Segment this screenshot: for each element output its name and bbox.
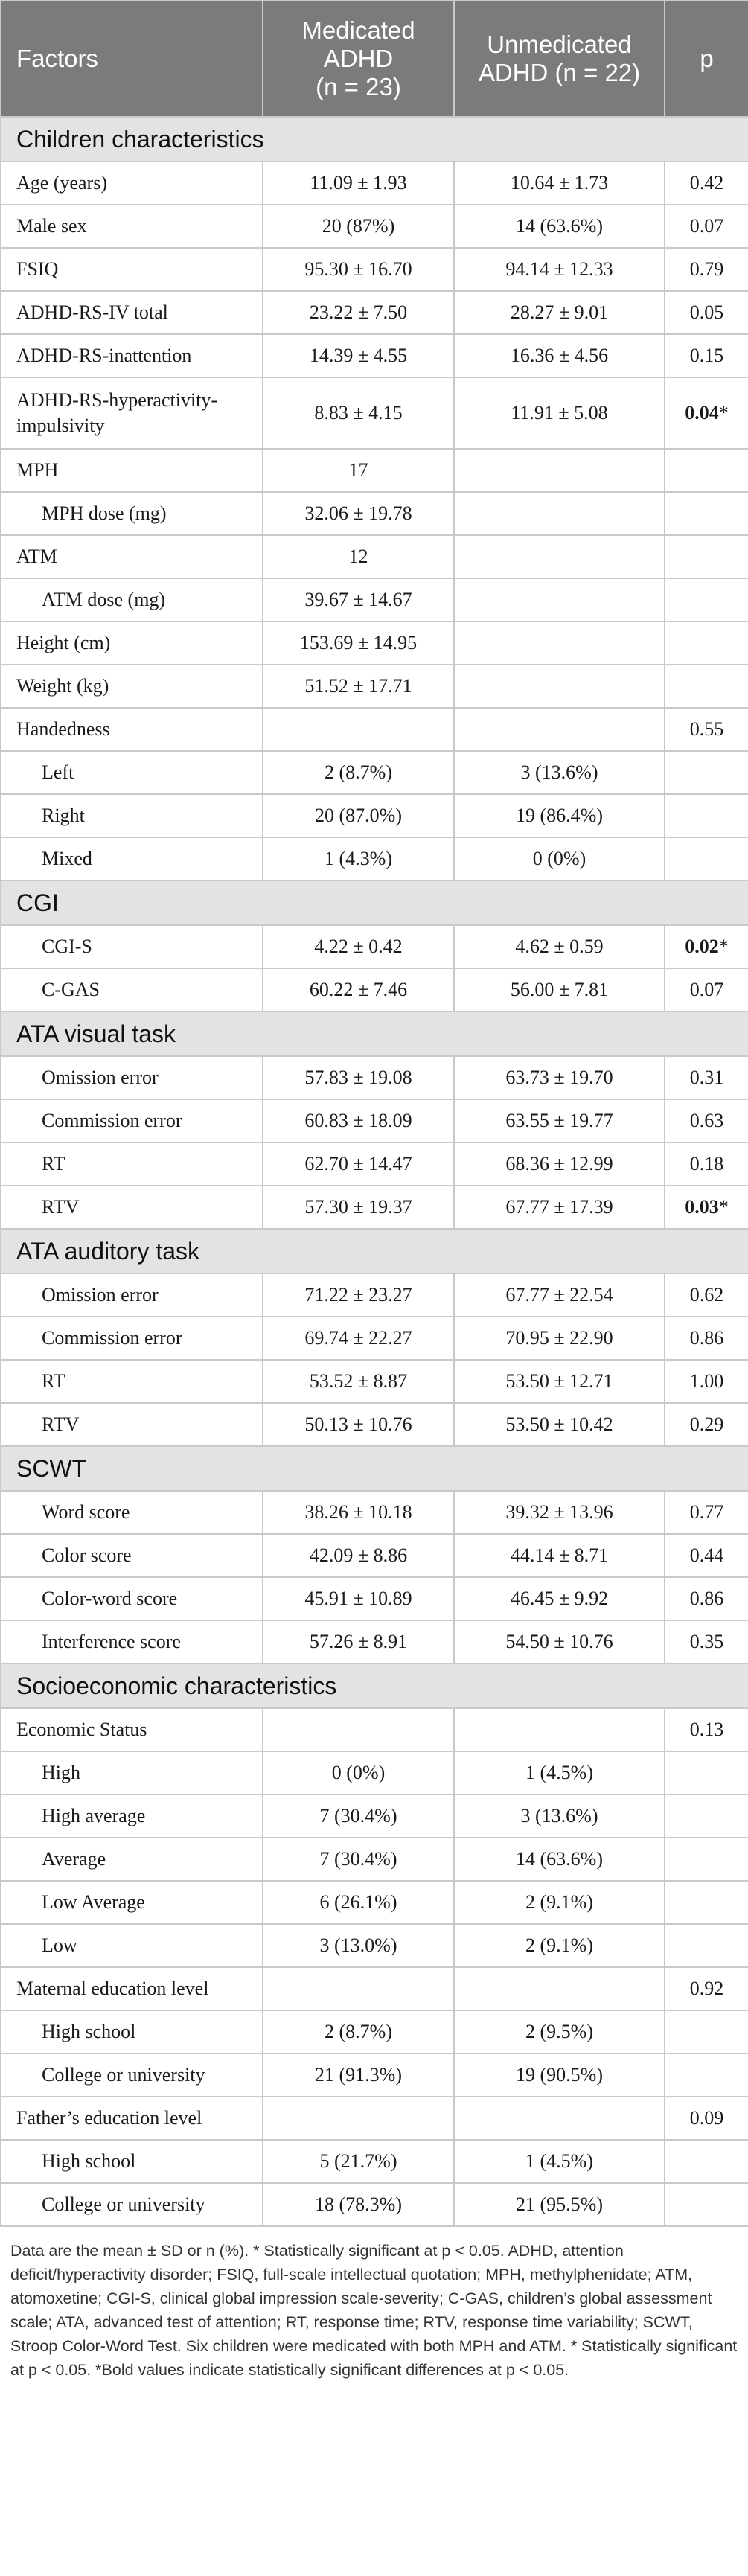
unmedicated-value: 94.14 ± 12.33 (454, 248, 665, 291)
unmedicated-value: 63.55 ± 19.77 (454, 1099, 665, 1142)
unmedicated-value: 10.64 ± 1.73 (454, 162, 665, 205)
p-value-cell: 0.31 (665, 1056, 748, 1099)
p-value-cell: 0.77 (665, 1491, 748, 1534)
factor-label: ATM dose (mg) (1, 578, 263, 621)
unmedicated-value: 3 (13.6%) (454, 1794, 665, 1838)
factor-label: Father’s education level (1, 2097, 263, 2140)
unmedicated-value: 67.77 ± 17.39 (454, 1186, 665, 1229)
p-value-cell: 0.18 (665, 1142, 748, 1186)
medicated-value: 38.26 ± 10.18 (263, 1491, 454, 1534)
p-value-cell: 0.13 (665, 1708, 748, 1751)
factor-label: Word score (1, 1491, 263, 1534)
p-value-significant: 0.03 (685, 1196, 719, 1218)
medicated-value (263, 1708, 454, 1751)
table-row (1, 1403, 748, 1446)
factor-label: CGI-S (1, 925, 263, 968)
p-value-cell: 0.07 (665, 968, 748, 1011)
unmedicated-value (454, 621, 665, 665)
table-body (1, 117, 748, 2226)
factor-label: Male sex (1, 205, 263, 248)
factor-label: Handedness (1, 708, 263, 751)
section-header-row (1, 1229, 748, 1273)
factor-label: Economic Status (1, 1708, 263, 1751)
medicated-value: 4.22 ± 0.42 (263, 925, 454, 968)
unmedicated-value: 44.14 ± 8.71 (454, 1534, 665, 1577)
table-row (1, 751, 748, 794)
table-row (1, 578, 748, 621)
unmedicated-value: 39.32 ± 13.96 (454, 1491, 665, 1534)
unmedicated-value: 3 (13.6%) (454, 751, 665, 794)
p-value-cell: 0.92 (665, 1967, 748, 2010)
p-value-cell: 1.00 (665, 1360, 748, 1403)
table-row (1, 2010, 748, 2054)
factor-label: Color score (1, 1534, 263, 1577)
section-header-row (1, 117, 748, 162)
unmedicated-value (454, 1708, 665, 1751)
unmedicated-value: 53.50 ± 12.71 (454, 1360, 665, 1403)
section-header-row (1, 880, 748, 925)
unmedicated-value: 14 (63.6%) (454, 205, 665, 248)
table-row (1, 925, 748, 968)
factor-label: Commission error (1, 1099, 263, 1142)
medicated-value: 1 (4.3%) (263, 837, 454, 880)
factor-label: ADHD-RS-IV total (1, 291, 263, 334)
table-row (1, 2054, 748, 2097)
p-value-cell (665, 621, 748, 665)
unmedicated-value (454, 708, 665, 751)
section-title: ATA auditory task (1, 1229, 748, 1273)
medicated-value: 12 (263, 535, 454, 578)
section-title: SCWT (1, 1446, 748, 1491)
p-value-cell (665, 1881, 748, 1924)
table-row (1, 1142, 748, 1186)
significance-asterisk: * (718, 936, 729, 957)
factor-label: Interference score (1, 1620, 263, 1663)
p-value-cell (665, 1794, 748, 1838)
p-value-cell (665, 377, 748, 449)
table-row (1, 1577, 748, 1620)
unmedicated-value (454, 665, 665, 708)
p-value-cell (665, 925, 748, 968)
table-header (1, 1, 748, 117)
unmedicated-value (454, 578, 665, 621)
factor-label: High average (1, 1794, 263, 1838)
unmedicated-value: 2 (9.1%) (454, 1924, 665, 1967)
unmedicated-value: 11.91 ± 5.08 (454, 377, 665, 449)
medicated-value: 2 (8.7%) (263, 2010, 454, 2054)
factor-label: College or university (1, 2054, 263, 2097)
table-row (1, 291, 748, 334)
table-row (1, 1751, 748, 1794)
unmedicated-value: 21 (95.5%) (454, 2183, 665, 2226)
unmedicated-value: 56.00 ± 7.81 (454, 968, 665, 1011)
section-title: Socioeconomic characteristics (1, 1663, 748, 1708)
unmedicated-value: 2 (9.1%) (454, 1881, 665, 1924)
header-unmedicated-line-2: ADHD (n = 22) (478, 59, 641, 86)
table-row (1, 968, 748, 1011)
factor-label: FSIQ (1, 248, 263, 291)
p-value-cell: 0.79 (665, 248, 748, 291)
medicated-value: 69.74 ± 22.27 (263, 1317, 454, 1360)
unmedicated-value: 70.95 ± 22.90 (454, 1317, 665, 1360)
header-unmedicated (454, 1, 665, 117)
medicated-value: 23.22 ± 7.50 (263, 291, 454, 334)
unmedicated-value: 63.73 ± 19.70 (454, 1056, 665, 1099)
factor-label: Omission error (1, 1273, 263, 1317)
p-value-significant: 0.02 (685, 936, 719, 957)
factor-label: MPH (1, 449, 263, 492)
p-value-cell (665, 1751, 748, 1794)
medicated-value: 8.83 ± 4.15 (263, 377, 454, 449)
table-row (1, 1534, 748, 1577)
medicated-value: 39.67 ± 14.67 (263, 578, 454, 621)
medicated-value: 45.91 ± 10.89 (263, 1577, 454, 1620)
table-row (1, 1708, 748, 1751)
table-row (1, 205, 748, 248)
table-row (1, 334, 748, 377)
medicated-value: 53.52 ± 8.87 (263, 1360, 454, 1403)
medicated-value: 5 (21.7%) (263, 2140, 454, 2183)
factor-label: Height (cm) (1, 621, 263, 665)
factor-label: ADHD-RS-inattention (1, 334, 263, 377)
table-row (1, 1360, 748, 1403)
factor-label: Left (1, 751, 263, 794)
factor-label: ATM (1, 535, 263, 578)
medicated-value: 153.69 ± 14.95 (263, 621, 454, 665)
p-value-cell: 0.15 (665, 334, 748, 377)
p-value-cell: 0.86 (665, 1577, 748, 1620)
table-row (1, 837, 748, 880)
factor-label: ADHD-RS-hyperactivity-impulsivity (1, 377, 263, 449)
medicated-value: 60.83 ± 18.09 (263, 1099, 454, 1142)
factor-label: RTV (1, 1403, 263, 1446)
unmedicated-value: 19 (90.5%) (454, 2054, 665, 2097)
table-row (1, 2183, 748, 2226)
p-value-cell (665, 751, 748, 794)
table-row (1, 248, 748, 291)
medicated-value: 51.52 ± 17.71 (263, 665, 454, 708)
table-row (1, 708, 748, 751)
factor-label: College or university (1, 2183, 263, 2226)
factor-label: Age (years) (1, 162, 263, 205)
section-title: CGI (1, 880, 748, 925)
p-value-cell: 0.62 (665, 1273, 748, 1317)
header-medicated-line-2: ADHD (323, 45, 394, 72)
factor-label: Low (1, 1924, 263, 1967)
factor-label: Weight (kg) (1, 665, 263, 708)
factor-label: High school (1, 2140, 263, 2183)
unmedicated-value (454, 449, 665, 492)
unmedicated-value (454, 535, 665, 578)
table-row (1, 449, 748, 492)
table-row (1, 1838, 748, 1881)
section-title: ATA visual task (1, 1011, 748, 1056)
medicated-value: 32.06 ± 19.78 (263, 492, 454, 535)
medicated-value: 62.70 ± 14.47 (263, 1142, 454, 1186)
factor-label: RTV (1, 1186, 263, 1229)
unmedicated-value (454, 2097, 665, 2140)
section-title: Children characteristics (1, 117, 748, 162)
p-value-cell (665, 449, 748, 492)
unmedicated-value: 28.27 ± 9.01 (454, 291, 665, 334)
p-value-cell (665, 492, 748, 535)
factor-label: Commission error (1, 1317, 263, 1360)
p-value-cell (665, 578, 748, 621)
p-value-cell (665, 2054, 748, 2097)
section-header-row (1, 1663, 748, 1708)
table-row (1, 492, 748, 535)
medicated-value: 57.83 ± 19.08 (263, 1056, 454, 1099)
p-value-cell (665, 1924, 748, 1967)
table-row (1, 621, 748, 665)
factor-label: RT (1, 1142, 263, 1186)
significance-asterisk: * (718, 1196, 729, 1218)
unmedicated-value (454, 492, 665, 535)
unmedicated-value (454, 1967, 665, 2010)
section-header-row (1, 1011, 748, 1056)
p-value-cell: 0.35 (665, 1620, 748, 1663)
medicated-value: 17 (263, 449, 454, 492)
table-row (1, 1186, 748, 1229)
medicated-value: 0 (0%) (263, 1751, 454, 1794)
p-value-cell: 0.29 (665, 1403, 748, 1446)
p-value-cell (665, 1838, 748, 1881)
p-value-cell: 0.55 (665, 708, 748, 751)
medicated-value: 7 (30.4%) (263, 1838, 454, 1881)
p-value-cell: 0.63 (665, 1099, 748, 1142)
section-header-row (1, 1446, 748, 1491)
table-row (1, 1924, 748, 1967)
medicated-value: 21 (91.3%) (263, 2054, 454, 2097)
medicated-value: 57.26 ± 8.91 (263, 1620, 454, 1663)
header-factors: Factors (1, 1, 263, 117)
table-row (1, 1967, 748, 2010)
unmedicated-value: 53.50 ± 10.42 (454, 1403, 665, 1446)
header-row (1, 1, 748, 117)
factor-label: Color-word score (1, 1577, 263, 1620)
factor-label: Maternal education level (1, 1967, 263, 2010)
p-value-cell: 0.44 (665, 1534, 748, 1577)
factor-label: Right (1, 794, 263, 837)
factor-label: C-GAS (1, 968, 263, 1011)
table-row (1, 2097, 748, 2140)
p-value-cell (665, 2010, 748, 2054)
header-medicated-line-1: Medicated (301, 16, 415, 44)
p-value-cell: 0.86 (665, 1317, 748, 1360)
factor-label: High school (1, 2010, 263, 2054)
medicated-value: 11.09 ± 1.93 (263, 162, 454, 205)
table-row (1, 1317, 748, 1360)
p-value-cell: 0.05 (665, 291, 748, 334)
header-medicated (263, 1, 454, 117)
medicated-value: 71.22 ± 23.27 (263, 1273, 454, 1317)
table-row (1, 2140, 748, 2183)
unmedicated-value: 46.45 ± 9.92 (454, 1577, 665, 1620)
table-row (1, 794, 748, 837)
p-value-cell (665, 2183, 748, 2226)
medicated-value: 95.30 ± 16.70 (263, 248, 454, 291)
p-value-cell (665, 794, 748, 837)
unmedicated-value: 54.50 ± 10.76 (454, 1620, 665, 1663)
table-row (1, 377, 748, 449)
table-row (1, 1794, 748, 1838)
p-value-cell: 0.07 (665, 205, 748, 248)
medicated-value: 3 (13.0%) (263, 1924, 454, 1967)
factor-label: High (1, 1751, 263, 1794)
factor-label: Average (1, 1838, 263, 1881)
unmedicated-value: 67.77 ± 22.54 (454, 1273, 665, 1317)
significance-asterisk: * (718, 402, 729, 424)
medicated-value: 20 (87.0%) (263, 794, 454, 837)
unmedicated-value: 1 (4.5%) (454, 2140, 665, 2183)
p-value-cell (665, 1186, 748, 1229)
table-row (1, 162, 748, 205)
medicated-value: 57.30 ± 19.37 (263, 1186, 454, 1229)
p-value-cell (665, 535, 748, 578)
table-row (1, 1099, 748, 1142)
medicated-value (263, 1967, 454, 2010)
medicated-value (263, 2097, 454, 2140)
p-value-cell: 0.42 (665, 162, 748, 205)
unmedicated-value: 4.62 ± 0.59 (454, 925, 665, 968)
table-row (1, 1491, 748, 1534)
factor-label: Omission error (1, 1056, 263, 1099)
header-medicated-line-3: (n = 23) (316, 73, 401, 100)
medicated-value: 20 (87%) (263, 205, 454, 248)
table-row (1, 665, 748, 708)
p-value-cell: 0.09 (665, 2097, 748, 2140)
p-value-significant: 0.04 (685, 402, 719, 424)
medicated-value: 18 (78.3%) (263, 2183, 454, 2226)
factor-label: Low Average (1, 1881, 263, 1924)
medicated-value (263, 708, 454, 751)
factor-label: RT (1, 1360, 263, 1403)
medicated-value: 50.13 ± 10.76 (263, 1403, 454, 1446)
p-value-cell (665, 837, 748, 880)
unmedicated-value: 68.36 ± 12.99 (454, 1142, 665, 1186)
table-row (1, 1056, 748, 1099)
factor-label: MPH dose (mg) (1, 492, 263, 535)
table-row (1, 535, 748, 578)
factor-label: Mixed (1, 837, 263, 880)
unmedicated-value: 0 (0%) (454, 837, 665, 880)
table-row (1, 1273, 748, 1317)
medicated-value: 60.22 ± 7.46 (263, 968, 454, 1011)
unmedicated-value: 14 (63.6%) (454, 1838, 665, 1881)
table-row (1, 1881, 748, 1924)
medicated-value: 2 (8.7%) (263, 751, 454, 794)
medicated-value: 6 (26.1%) (263, 1881, 454, 1924)
unmedicated-value: 19 (86.4%) (454, 794, 665, 837)
table-footnote: Data are the mean ± SD or n (%). * Statistically significant at p < 0.05. ADHD, attention deficit/hyperactivity disorder; FSIQ, full-scale intellectual quotation; MPH, methylphenidate; ATM, atomoxetine; CGI-S, clinical global impression scale-severity; C-GAS, children’s global assessment scale; ATA, advanced test of attention; RT, response time; RTV, response time variability; SCWT, Stroop Color-Word Test. Six children were medicated with both MPH and ATM. * Statistically significant at p < 0.05. *Bold values indicate statistically significant differences at p < 0.05. (10, 2242, 738, 2379)
medicated-value: 42.09 ± 8.86 (263, 1534, 454, 1577)
medicated-value: 7 (30.4%) (263, 1794, 454, 1838)
unmedicated-value: 1 (4.5%) (454, 1751, 665, 1794)
header-p-value: p (665, 1, 748, 117)
unmedicated-value: 2 (9.5%) (454, 2010, 665, 2054)
p-value-cell (665, 2140, 748, 2183)
p-value-cell (665, 665, 748, 708)
medicated-value: 14.39 ± 4.55 (263, 334, 454, 377)
unmedicated-value: 16.36 ± 4.56 (454, 334, 665, 377)
header-unmedicated-line-1: Unmedicated (487, 31, 632, 58)
table-row (1, 1620, 748, 1663)
